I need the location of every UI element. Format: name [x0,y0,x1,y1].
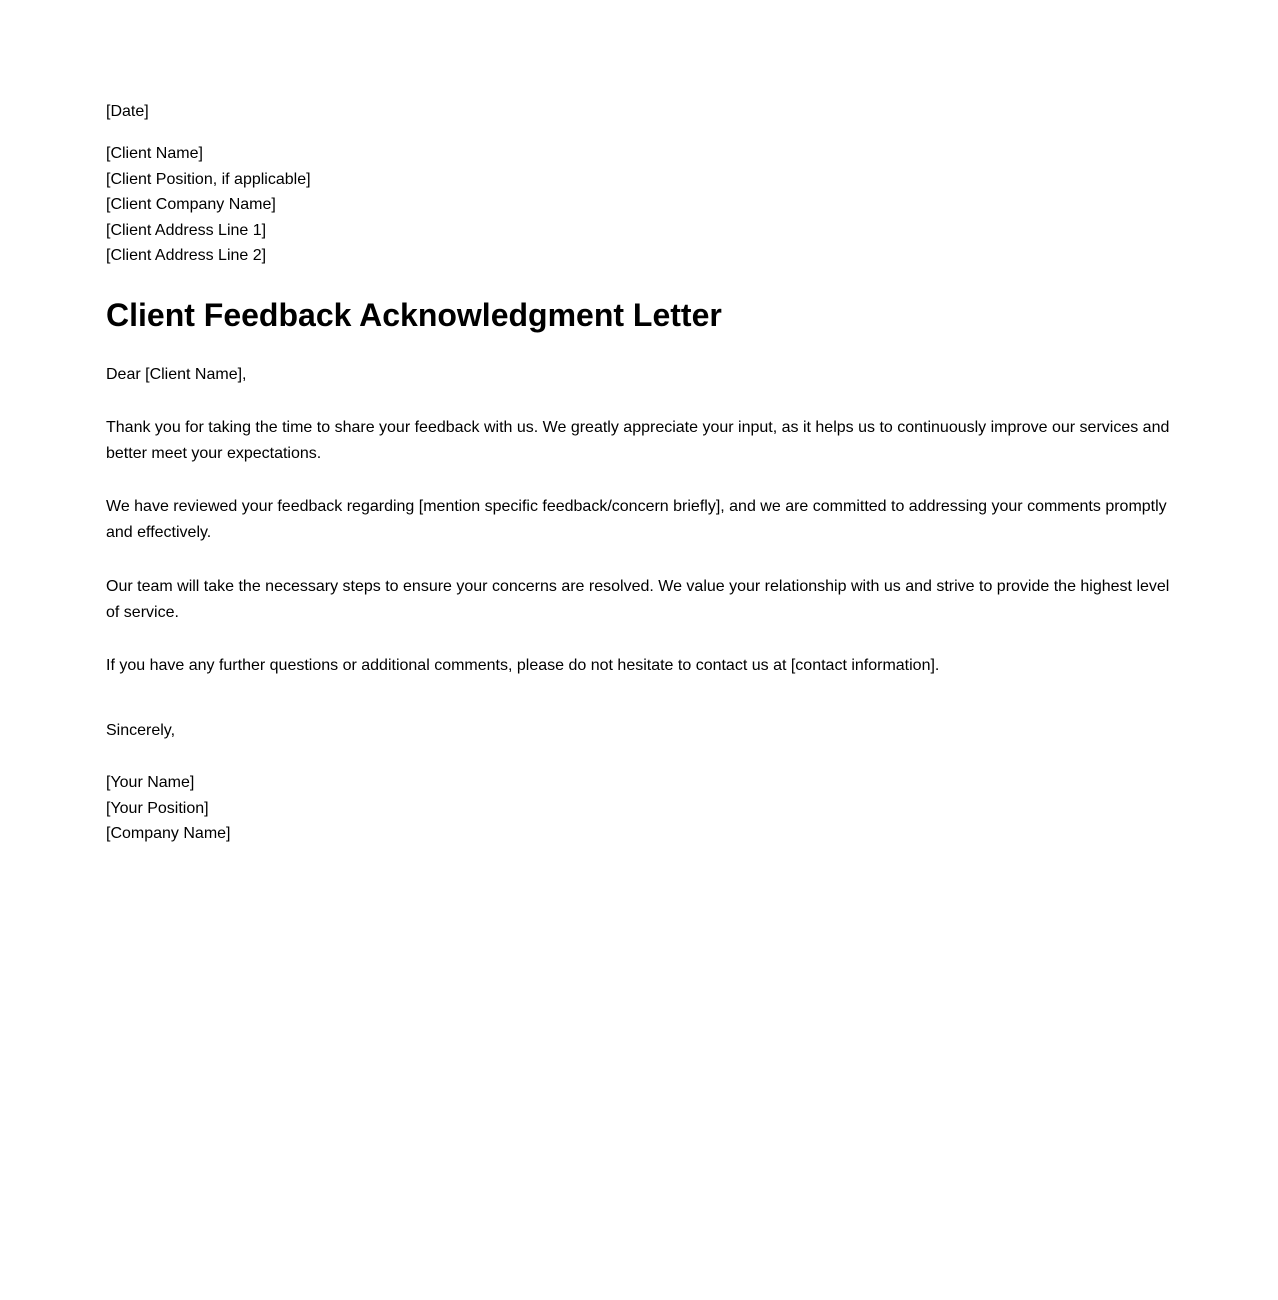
recipient-position: [Client Position, if applicable] [106,170,311,188]
sender-name: [Your Name] [106,774,195,791]
recipient-address-block [106,141,311,269]
letter-date: [Date] [106,103,149,120]
recipient-address-line-1: [Client Address Line 1] [106,221,267,239]
body-paragraph-2: We have reviewed your feedback regarding [mention specific feedback/concern briefly], and we are committed to addressing your comments promptly and effectively. [106,498,1167,541]
letter-title: Client Feedback Acknowledgment Letter [106,297,722,333]
body-paragraph-1: Thank you for taking the time to share your feedback with us. We greatly appreciate your input, as it helps us to continuously improve our services and better meet your expectations. [106,419,1170,462]
letter-closing: Sincerely, [106,722,176,739]
recipient-name: [Client Name] [106,145,203,162]
letter-greeting: Dear [Client Name], [106,366,247,383]
signature-block [106,770,231,847]
body-paragraph-4: If you have any further questions or additional comments, please do not hesitate to contact us at [contact information]. [106,657,940,674]
recipient-address-line-2: [Client Address Line 2] [106,247,267,265]
recipient-company: [Client Company Name] [106,196,276,214]
body-paragraph-3: Our team will take the necessary steps to ensure your concerns are resolved. We value your relationship with us and strive to provide the highest level of service. [106,578,1170,621]
sender-position: [Your Position] [106,799,209,817]
sender-company: [Company Name] [106,825,231,843]
